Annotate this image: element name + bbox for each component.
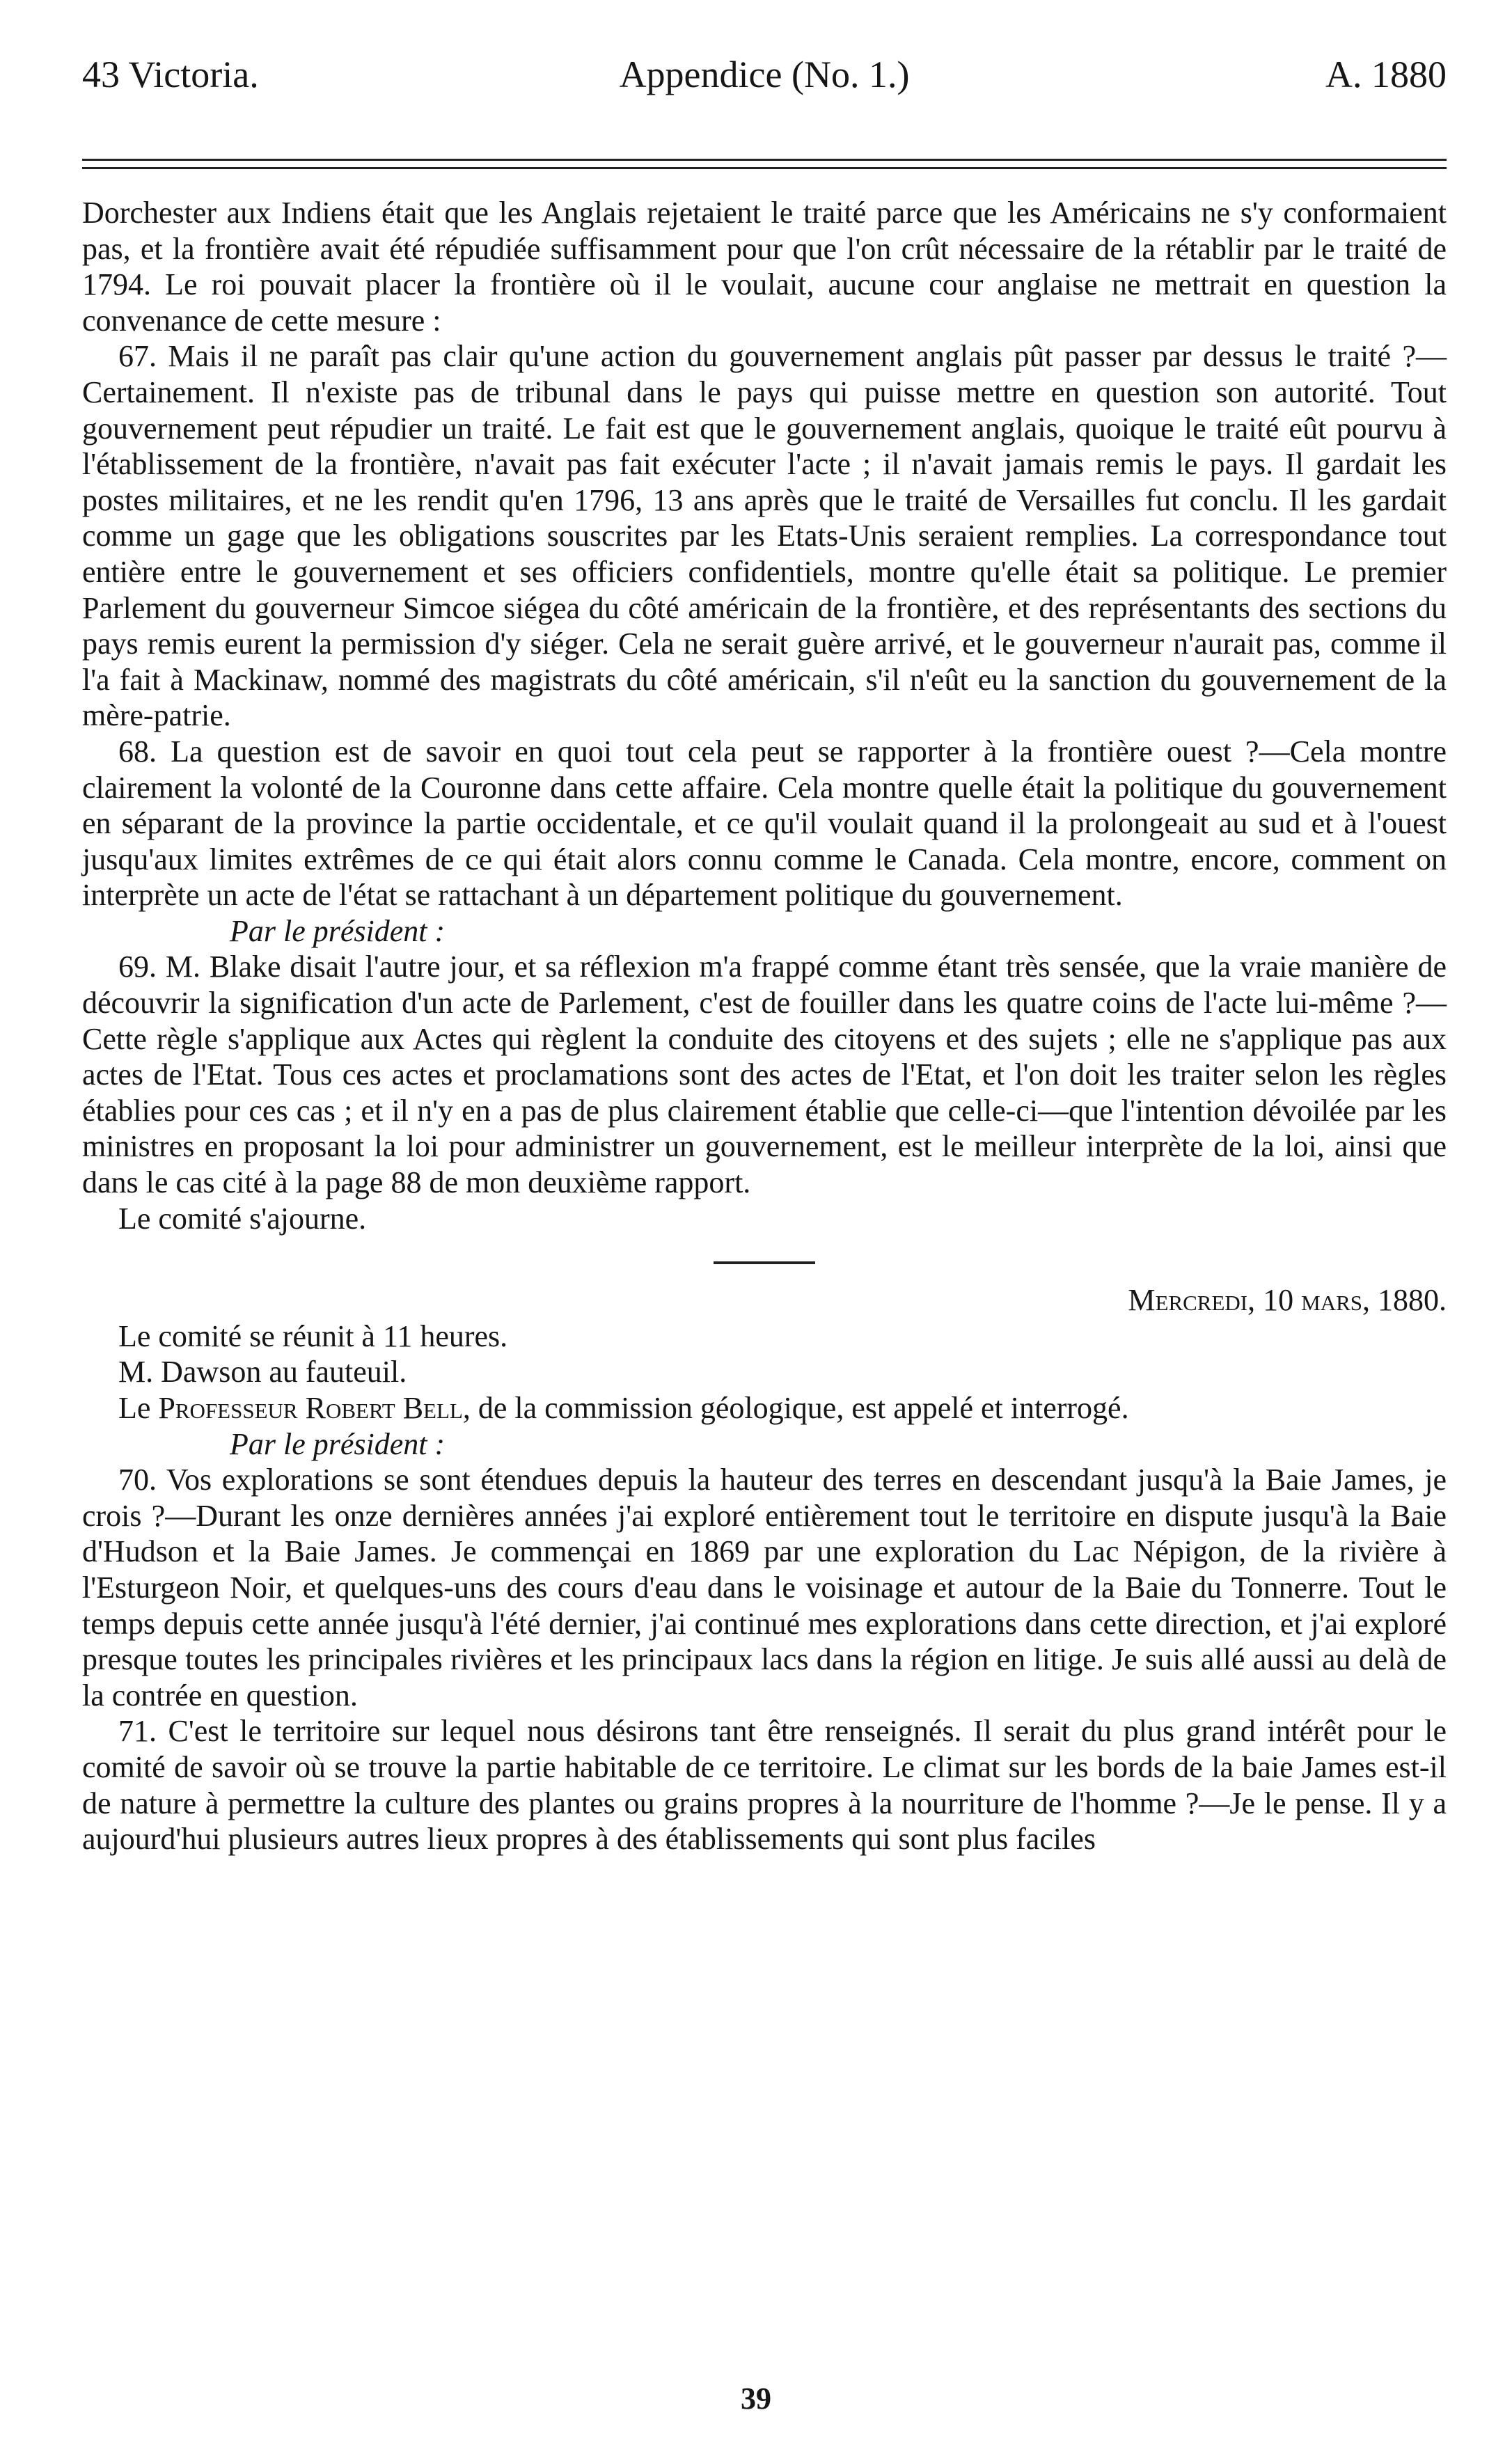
speaker-heading-1: Par le président :: [230, 913, 446, 948]
header-rule-bottom: [82, 167, 1447, 169]
header-session: 43 Victoria.: [82, 54, 259, 95]
witness-name: Professeur Robert Bell: [158, 1391, 463, 1425]
paragraph-68: 68. La question est de savoir en quoi tout cela peut se rapporter à la frontière ouest ?—Cela montre clairement la volonté de la Couronne dans cette affaire. Cela montre quelle était la politique du gouvernement en séparant de la province la partie occidentale, et ce qu'il voulait quand il la prolongeait au sud et à l'ouest jusqu'aux limites extrêmes de ce qui était alors connu comme le Canada. Cela montre, encore, comment on interprète un acte de l'état se rattachant à un département politique du gouvernement.: [82, 734, 1447, 913]
paragraph-69: 69. M. Blake disait l'autre jour, et sa réflexion m'a frappé comme étant très sensée, que la vraie manière de découvrir la signification d'un acte de Parlement, c'est de fouiller dans les quatre coins de l'acte lui-même ?—Cette règle s'applique aux Actes qui règlent la conduite des citoyens et des sujets ; elle ne s'applique pas aux actes de l'Etat. Tous ces actes et proclamations sont des actes de l'Etat, et l'on doit les traiter selon les règles établies pour ces cas ; et il n'y en a pas de plus clairement établie que celle-ci—que l'intention dévoilée par les ministres en proposant la loi pour administrer un gouvernement, est le meilleur interprète de la loi, ainsi que dans le cas cité à la page 88 de mon deuxième rapport.: [82, 950, 1447, 1200]
paragraph-67: 67. Mais il ne paraît pas clair qu'une action du gouvernement anglais pût passer par dessus le traité ?—Certainement. Il n'existe pas de tribunal dans le pays qui puisse mettre en question son autorité. Tout gouvernement peut répudier un traité. Le fait est que le gouvernement anglais, quoique le traité eût pourvu à l'établissement de la frontière, n'avait pas fait exécuter l'acte ; il n'avait jamais remis le pays. Il gardait les postes militaires, et ne les rendit qu'en 1796, 13 ans après que le traité de Versailles fut conclu. Il les gardait comme un gage que les obligations souscrites par les Etats-Unis seraient remplies. La correspondance tout entière entre le gouvernement et ses officiers confidentiels, montre qu'elle était sa politique. Le premier Parlement du gouverneur Simcoe siégea du côté américain de la frontière, et des représentants des sections du pays remis eurent la permission d'y siéger. Cela ne serait guère arrivé, et le gouverneur n'aurait pas, comme il l'a fait à Mackinaw, nommé des magistrats du côté américain, s'il n'eût eu la sanction du gouvernement de la mère-patrie.: [82, 339, 1447, 733]
meeting-chair: M. Dawson au fauteuil.: [118, 1355, 407, 1389]
page-number: 39: [741, 2381, 771, 2416]
speaker-heading-2: Par le président :: [230, 1426, 446, 1461]
header-appendix: Appendice (No. 1.): [619, 54, 910, 95]
running-header: [82, 50, 1447, 99]
body-text: [82, 195, 1447, 1857]
adjournment-line: Le comité s'ajourne.: [118, 1201, 367, 1236]
header-rule-top: [82, 159, 1447, 161]
paragraph-70: 70. Vos explorations se sont étendues depuis la hauteur des terres en descendant jusqu'à la Baie James, je crois ?—Durant les onze dernières années j'ai exploré entièrement tout le territoire en dispute jusqu'à la Baie d'Hudson et la Baie James. Je commençai en 1869 par une exploration du Lac Népigon, de la rivière à l'Esturgeon Noir, et quelques-uns des cours d'eau dans le voisinage et autour de la Baie du Tonnerre. Tout le temps depuis cette année jusqu'à l'été dernier, j'ai continué mes explorations dans cette direction, et j'ai exploré presque toutes les principales rivières et les principaux lacs dans la région en litige. Je suis allé aussi au delà de la contrée en question.: [82, 1463, 1447, 1712]
witness-prefix: Le: [118, 1391, 151, 1425]
dateline: [82, 1282, 1447, 1318]
meeting-time: Le comité se réunit à 11 heures.: [118, 1318, 508, 1353]
paragraph-71: 71. C'est le territoire sur lequel nous désirons tant être renseignés. Il serait du plus grand intérêt pour le comité de savoir où se trouve la partie habitable de ce territoire. Le climat sur les bords de la baie James est-il de nature à permettre la culture des plantes ou grains propres à la nourriture de l'homme ?—Je le pense. Il y a aujourd'hui plusieurs autres lieux propres à des établissements qui sont plus faciles: [82, 1714, 1447, 1857]
header-year: A. 1880: [1325, 54, 1447, 95]
dateline-text: Mercredi, 10 mars, 1880.: [1128, 1283, 1447, 1318]
section-separator: [714, 1261, 815, 1264]
witness-rest: , de la commission géologique, est appelé et interrogé.: [462, 1391, 1129, 1425]
paragraph-continued: Dorchester aux Indiens était que les Anglais rejetaient le traité parce que les Américains ne s'y conformaient pas, et la frontière avait été répudiée suffisamment pour que l'on crût nécessaire de la rétablir par le traité de 1794. Le roi pouvait placer la frontière où il le voulait, aucune cour anglaise ne mettrait en question la convenance de cette mesure :: [82, 196, 1447, 338]
witness-line: [82, 1390, 1447, 1426]
